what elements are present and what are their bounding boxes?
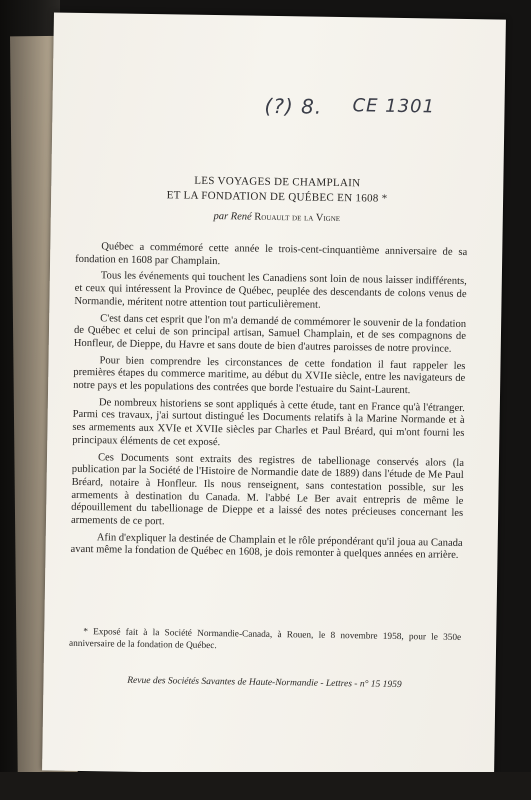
- paragraph: C'est dans cet esprit que l'on m'a demandé de commémorer le souvenir de la fondation de Québec et celui de son principal artisan, Samuel Champlain, et de ses compagnons de Honfleur, de Dieppe, du Havre et sans doute de bien d'autres paroisses de notre province.: [73, 312, 467, 355]
- background-bottom: [0, 772, 531, 800]
- running-footer: Revue des Sociétés Savantes de Haute-Normandie - Lettres - n° 15 1959: [127, 675, 402, 691]
- paragraph: Tous les événements qui touchent les Canadiens sont loin de nous laisser indifférents, et ceux qui intéressent la Province de Québec, peuplée des descendants de colons venus de Normandie, méritent notre attention tout particulièrement.: [74, 270, 467, 311]
- footnote: * Exposé fait à la Société Normandie-Canada, à Rouen, le 8 novembre 1958, pour le 350e anniversaire de la fondation de Québec.: [68, 627, 462, 651]
- article-body: [70, 241, 467, 567]
- paragraph: Québec a commémoré cette année le trois-cent-cinquantième anniversaire de sa fondation en 1608 par Champlain.: [75, 241, 468, 267]
- author-byline: [51, 208, 503, 226]
- article-title-line1: LES VOYAGES DE CHAMPLAIN: [194, 174, 361, 190]
- document-page: [42, 12, 506, 777]
- handwritten-note-left: (?) 8.: [264, 93, 323, 119]
- article-title-line2: ET LA FONDATION DE QUÉBEC EN 1608 *: [166, 189, 388, 205]
- paragraph: Pour bien comprendre les circonstances de cette fondation il faut rappeler les premières étapes du commerce maritime, au début du XVIIe siècle, entre les navigateurs de notre pays et les populations des contrées que borde l'estuaire du Saint-Laurent.: [73, 354, 466, 397]
- paragraph: Ces Documents sont extraits des registres de tabellionage conservés alors (la publication par la Société de l'Histoire de Normandie date de 1889) dans l'étude de Me Paul Bréard, notaire à Honfleur. Ils nous renseignent, sans contestation possible, sur les armements à destination du Canada. M. l'abbé Le Ber avait entrepris de même le dépouillement du tabellionage de Dieppe et a laissé des notes précieuses concernant les armements de ce port.: [70, 451, 465, 528]
- byline-prefix: par René: [213, 211, 255, 223]
- author-name: Rouault de la Vigne: [254, 211, 341, 225]
- paragraph: Afin d'expliquer la destinée de Champlain et le rôle prépondérant qu'il joua au Canada avant même la fondation de Québec en 1608, je dois remonter à quelques années en arrière.: [70, 531, 463, 562]
- paragraph: De nombreux historiens se sont appliqués à cette étude, tant en France qu'à l'étranger. Parmi ces travaux, j'ai surtout distingué les Documents relatifs à la Marine Normande et à ses armements aux XVIe et XVIIe siècles par Charles et Paul Bréard, qui m'ont fourni les principaux éléments de cet exposé.: [72, 396, 465, 449]
- handwritten-catalog-number: CE 1301: [352, 95, 436, 118]
